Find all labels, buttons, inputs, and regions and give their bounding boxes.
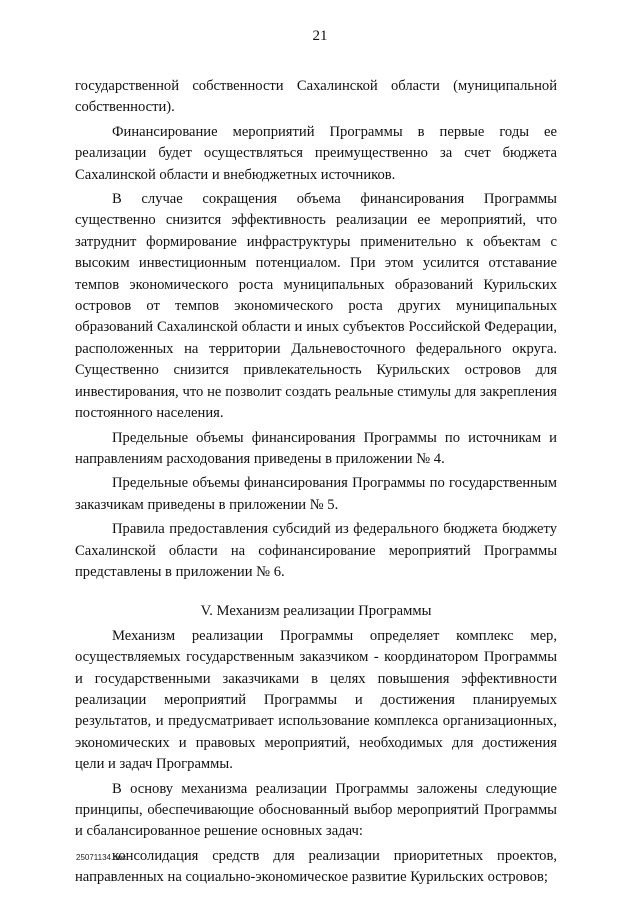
paragraph-annex-5: Предельные объемы финансирования Программы по государственным заказчикам приведены в приложении № 5.: [75, 475, 557, 513]
paragraph-principles: В основу механизма реализации Программы заложены следующие принципы, обеспечивающие обоснованный выбор мероприятий Программы и сбалансированное решение основных задач:: [75, 780, 557, 840]
footer-filename: 25071134.doc: [76, 853, 127, 862]
paragraph-annex-6: Правила предоставления субсидий из федерального бюджета бюджету Сахалинской области на софинансирование мероприятий Программы представлены в приложении № 6.: [75, 521, 557, 580]
page-number: 21: [312, 28, 328, 44]
paragraph-annex-4: Предельные объемы финансирования Программы по источникам и направлениям расходования приведены в приложении № 4.: [75, 429, 557, 467]
paragraph-reduction-risk: В случае сокращения объема финансирования Программы существенно снизится эффективность реализации ее мероприятий, что затруднит формирование инфраструктуры применительно к объектам с высоким инвестиционным потенциалом. При этом усилится отставание темпов экономического роста муниципальных образований Курильских островов от темпов экономического роста других муниципальных образований Сахалинской области и иных субъектов Российской Федерации, расположенных на территории Дальневосточного федерального округа. Существенно снизится привлекательность Курильских островов для инвестирования, что не позволит создать реальные стимулы для закрепления постоянного населения.: [75, 191, 557, 422]
paragraph-mechanism: Механизм реализации Программы определяет комплекс мер, осуществляемых государственным заказчиком - координатором Программы и государственными заказчиками в целях повышения эффективности реализации мероприятий Программы и достижения планируемых результатов, и предусматривает использование комплекса организационных, экономических и правовых мероприятий, необходимых для достижения цели и задач Программы.: [75, 627, 557, 773]
section-title: V. Механизм реализации Программы: [200, 603, 432, 620]
paragraph-financing: Финансирование мероприятий Программы в первые годы ее реализации будет осуществляться преимущественно за счет бюджета Сахалинской области и внебюджетных источников.: [75, 123, 557, 183]
paragraph-continuation: государственной собственности Сахалинской области (муниципальной собственности).: [75, 78, 557, 116]
paragraph-consolidation: консолидация средств для реализации приоритетных проектов, направленных на социально-экономическое развитие Курильских островов;: [75, 847, 557, 886]
document-body: [75, 76, 557, 889]
